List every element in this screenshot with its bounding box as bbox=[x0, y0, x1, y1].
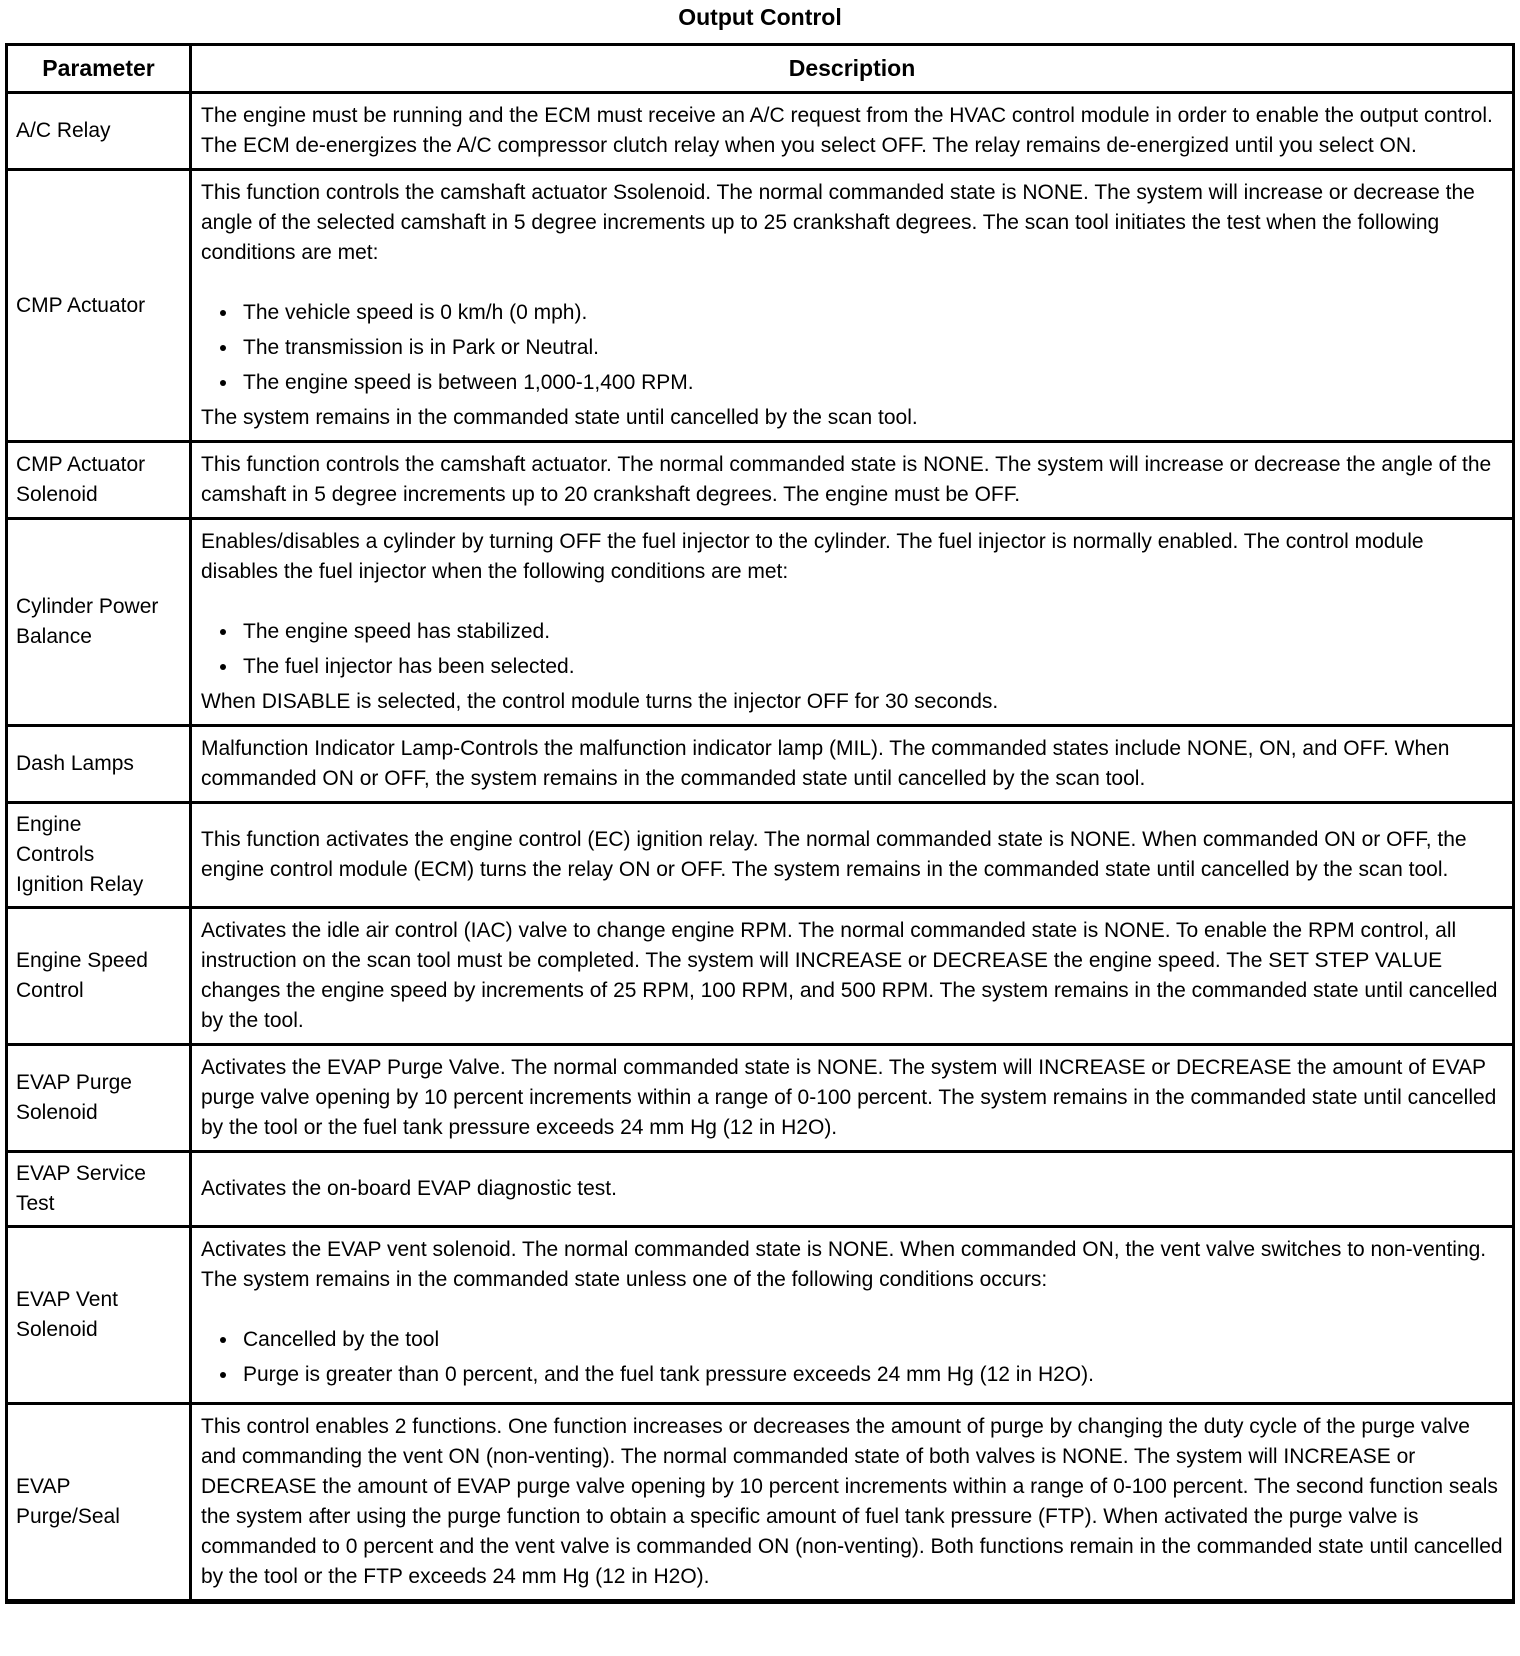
description-paragraph: This function activates the engine control (EC) ignition relay. The normal commanded state is NONE. When commanded ON or OFF, the engine control module (ECM) turns the relay ON or OFF. The system remains in the commanded state until cancelled by the scan tool. bbox=[201, 828, 1467, 881]
parameter-cell: Cylinder Power Balance bbox=[7, 519, 191, 726]
table-row bbox=[7, 1404, 1514, 1602]
parameter-cell: EVAP Service Test bbox=[7, 1152, 191, 1227]
description-cell bbox=[191, 442, 1514, 519]
output-control-table bbox=[5, 43, 1515, 1604]
table-row bbox=[7, 442, 1514, 519]
parameter-cell: Engine Speed Control bbox=[7, 908, 191, 1045]
condition-item: • The engine speed has stabilized. bbox=[239, 617, 1504, 647]
description-cell bbox=[191, 1227, 1514, 1404]
description-paragraph: This function controls the camshaft actuator Ssolenoid. The normal commanded state is NONE. The system will increase or decrease the angle of the selected camshaft in 5 degree increments up to 25 crankshaft degrees. The scan tool initiates the test when the following conditions are met: bbox=[201, 181, 1475, 264]
table-row bbox=[7, 1227, 1514, 1404]
condition-list bbox=[201, 1325, 1504, 1390]
description-cell bbox=[191, 170, 1514, 442]
column-header-description: Description bbox=[191, 45, 1514, 93]
description-cell bbox=[191, 908, 1514, 1045]
description-cell bbox=[191, 726, 1514, 803]
condition-item: • The vehicle speed is 0 km/h (0 mph). bbox=[239, 298, 1504, 328]
parameter-cell: Engine Controls Ignition Relay bbox=[7, 803, 191, 908]
description-paragraph: This function controls the camshaft actuator. The normal commanded state is NONE. The system will increase or decrease the angle of the camshaft in 5 degree increments up to 20 crankshaft degrees. The engine must be OFF. bbox=[201, 453, 1492, 506]
condition-item: • Purge is greater than 0 percent, and the fuel tank pressure exceeds 24 mm Hg (12 in H2O). bbox=[239, 1360, 1504, 1390]
parameter-cell: CMP Actuator bbox=[7, 170, 191, 442]
description-paragraph: When DISABLE is selected, the control module turns the injector OFF for 30 seconds. bbox=[201, 690, 999, 713]
description-cell bbox=[191, 93, 1514, 170]
description-cell bbox=[191, 1152, 1514, 1227]
table-header bbox=[7, 45, 1514, 93]
parameter-cell: CMP Actuator Solenoid bbox=[7, 442, 191, 519]
condition-item: • Cancelled by the tool bbox=[239, 1325, 1504, 1355]
description-paragraph: Activates the on-board EVAP diagnostic test. bbox=[201, 1177, 617, 1200]
description-paragraph: The system remains in the commanded state until cancelled by the scan tool. bbox=[201, 406, 918, 429]
description-paragraph: Activates the idle air control (IAC) valve to change engine RPM. The normal commanded state is NONE. To enable the RPM control, all instruction on the scan tool must be completed. The system will INCREASE or DECREASE the engine speed. The SET STEP VALUE changes the engine speed by increments of 25 RPM, 100 RPM, and 500 RPM. The system remains in the commanded state until cancelled by the tool. bbox=[201, 919, 1498, 1032]
description-cell bbox=[191, 803, 1514, 908]
table-row bbox=[7, 519, 1514, 726]
description-paragraph: This control enables 2 functions. One function increases or decreases the amount of purge by changing the duty cycle of the purge valve and commanding the vent ON (non-venting). The normal commanded state of both valves is NONE. The system will INCREASE or DECREASE the amount of EVAP purge valve opening by 10 percent increments within a range of 0-100 percent. The second function seals the system after using the purge function to obtain a specific amount of fuel tank pressure (FTP). When activated the purge valve is commanded to 0 percent and the vent valve is commanded ON (non-venting). Both functions remain in the commanded state until cancelled by the tool or the FTP exceeds 24 mm Hg (12 in H2O). bbox=[201, 1415, 1503, 1588]
table-row bbox=[7, 1152, 1514, 1227]
condition-item: • The fuel injector has been selected. bbox=[239, 652, 1504, 682]
table-body bbox=[7, 93, 1514, 1602]
description-paragraph: Malfunction Indicator Lamp-Controls the malfunction indicator lamp (MIL). The commanded states include NONE, ON, and OFF. When commanded ON or OFF, the system remains in the commanded state until cancelled by the scan tool. bbox=[201, 737, 1450, 790]
parameter-cell: EVAP Purge/Seal bbox=[7, 1404, 191, 1602]
parameter-cell: A/C Relay bbox=[7, 93, 191, 170]
condition-list bbox=[201, 298, 1504, 398]
column-header-parameter: Parameter bbox=[7, 45, 191, 93]
condition-list bbox=[201, 617, 1504, 682]
condition-item: • The transmission is in Park or Neutral. bbox=[239, 333, 1504, 363]
description-cell bbox=[191, 1404, 1514, 1602]
description-paragraph: Activates the EVAP vent solenoid. The normal commanded state is NONE. When commanded ON, the vent valve switches to non-venting. The system remains in the commanded state unless one of the following conditions occurs: bbox=[201, 1238, 1487, 1291]
condition-item: • The engine speed is between 1,000-1,400 RPM. bbox=[239, 368, 1504, 398]
parameter-cell: Dash Lamps bbox=[7, 726, 191, 803]
description-paragraph: Enables/disables a cylinder by turning OFF the fuel injector to the cylinder. The fuel injector is normally enabled. The control module disables the fuel injector when the following conditions are met: bbox=[201, 530, 1424, 583]
table-row bbox=[7, 726, 1514, 803]
table-row bbox=[7, 1045, 1514, 1152]
header-row bbox=[7, 45, 1514, 93]
description-cell bbox=[191, 519, 1514, 726]
description-cell bbox=[191, 1045, 1514, 1152]
parameter-cell: EVAP Vent Solenoid bbox=[7, 1227, 191, 1404]
page-title: Output Control bbox=[678, 4, 842, 30]
table-row bbox=[7, 93, 1514, 170]
table-row bbox=[7, 803, 1514, 908]
description-paragraph: Activates the EVAP Purge Valve. The normal commanded state is NONE. The system will INCREASE or DECREASE the amount of EVAP purge valve opening by 10 percent increments within a range of 0-100 percent. The system remains in the commanded state until cancelled by the tool or the fuel tank pressure exceeds 24 mm Hg (12 in H2O). bbox=[201, 1056, 1497, 1139]
parameter-cell: EVAP Purge Solenoid bbox=[7, 1045, 191, 1152]
table-row bbox=[7, 170, 1514, 442]
description-paragraph: The engine must be running and the ECM must receive an A/C request from the HVAC control module in order to enable the output control. The ECM de-energizes the A/C compressor clutch relay when you select OFF. The relay remains de-energized until you select ON. bbox=[201, 104, 1493, 157]
table-row bbox=[7, 908, 1514, 1045]
